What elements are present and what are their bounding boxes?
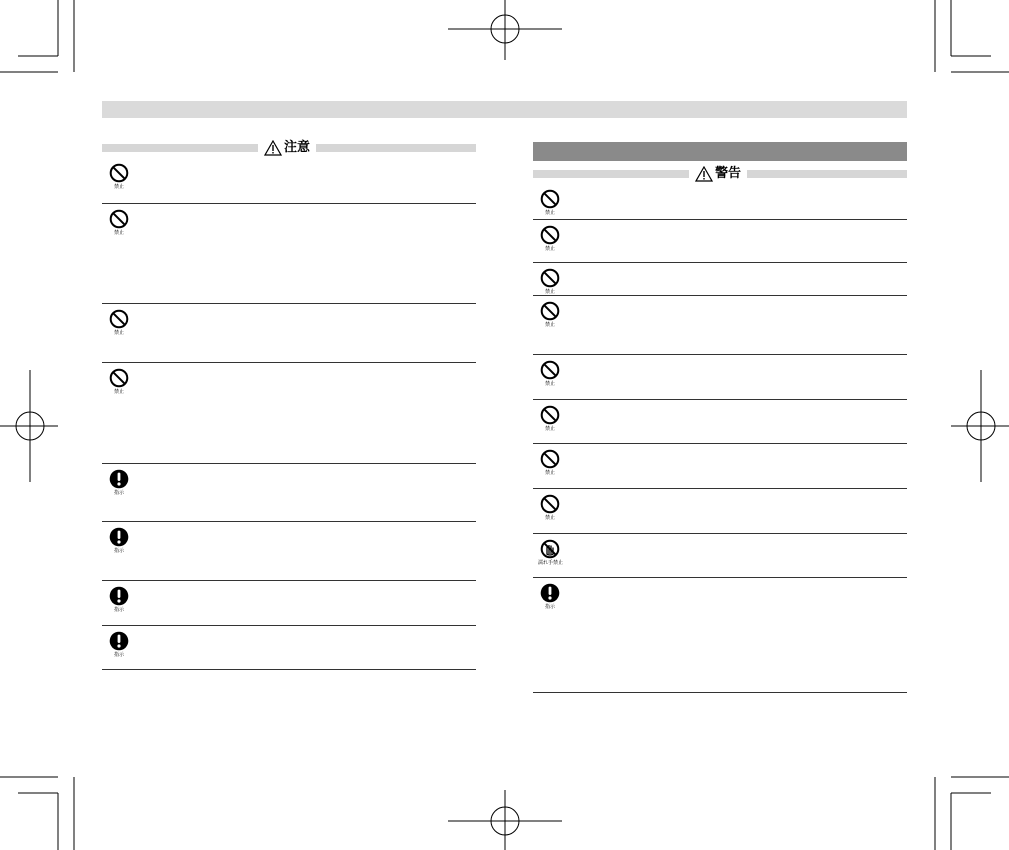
safety-row (533, 578, 907, 693)
icon-label: 指示 (544, 604, 555, 610)
icon-label: 禁止 (544, 210, 555, 216)
icon-label: 禁止 (113, 330, 124, 336)
prohibited-icon (538, 301, 562, 329)
prohibited-icon (107, 309, 131, 337)
prohibited-icon (538, 268, 562, 296)
safety-row (102, 158, 476, 204)
icon-label: 禁止 (113, 230, 124, 236)
safety-row (102, 304, 476, 363)
icon-label: 禁止 (544, 426, 555, 432)
warning-heading (689, 166, 747, 182)
safety-row (102, 522, 476, 581)
safety-row (533, 400, 907, 444)
no-wet-hands-icon (538, 539, 562, 567)
prohibited-icon (538, 360, 562, 388)
instruction-icon (107, 586, 131, 614)
safety-row (533, 184, 907, 220)
safety-row (102, 581, 476, 626)
icon-label: 禁止 (113, 389, 124, 395)
safety-row (533, 444, 907, 489)
icon-label: 指示 (113, 548, 124, 554)
safety-row (533, 534, 907, 578)
prohibited-icon (538, 494, 562, 522)
icon-label: 禁止 (544, 289, 555, 295)
safety-row (533, 263, 907, 296)
icon-label: 禁止 (544, 381, 555, 387)
icon-label: 禁止 (544, 470, 555, 476)
icon-label: 禁止 (544, 246, 555, 252)
warning-heading-text: 警告 (715, 166, 742, 181)
safety-row (533, 220, 907, 263)
caution-heading-text: 注意 (284, 140, 311, 155)
warning-triangle-icon (264, 140, 282, 156)
prohibited-icon (107, 368, 131, 396)
prohibited-icon (538, 405, 562, 433)
icon-label: 指示 (113, 652, 124, 658)
prohibited-icon (538, 449, 562, 477)
icon-label: 禁止 (544, 322, 555, 328)
prohibited-icon (107, 209, 131, 237)
icon-label: 濡れ手禁止 (538, 560, 564, 566)
instruction-icon (538, 583, 562, 611)
icon-label: 禁止 (544, 515, 555, 521)
safety-row (533, 296, 907, 355)
safety-row (102, 204, 476, 304)
prohibited-icon (538, 189, 562, 217)
instruction-icon (107, 469, 131, 497)
section-header-bar (533, 142, 907, 161)
safety-row (102, 464, 476, 522)
instruction-icon (107, 631, 131, 659)
prohibited-icon (107, 163, 131, 191)
safety-row (102, 363, 476, 464)
icon-label: 指示 (113, 607, 124, 613)
icon-label: 指示 (113, 490, 124, 496)
safety-row (533, 489, 907, 534)
top-header-bar (102, 101, 907, 118)
safety-row (533, 355, 907, 400)
safety-row (102, 626, 476, 670)
caution-heading (258, 140, 316, 156)
prohibited-icon (538, 225, 562, 253)
warning-triangle-icon (695, 166, 713, 182)
instruction-icon (107, 527, 131, 555)
icon-label: 禁止 (113, 184, 124, 190)
